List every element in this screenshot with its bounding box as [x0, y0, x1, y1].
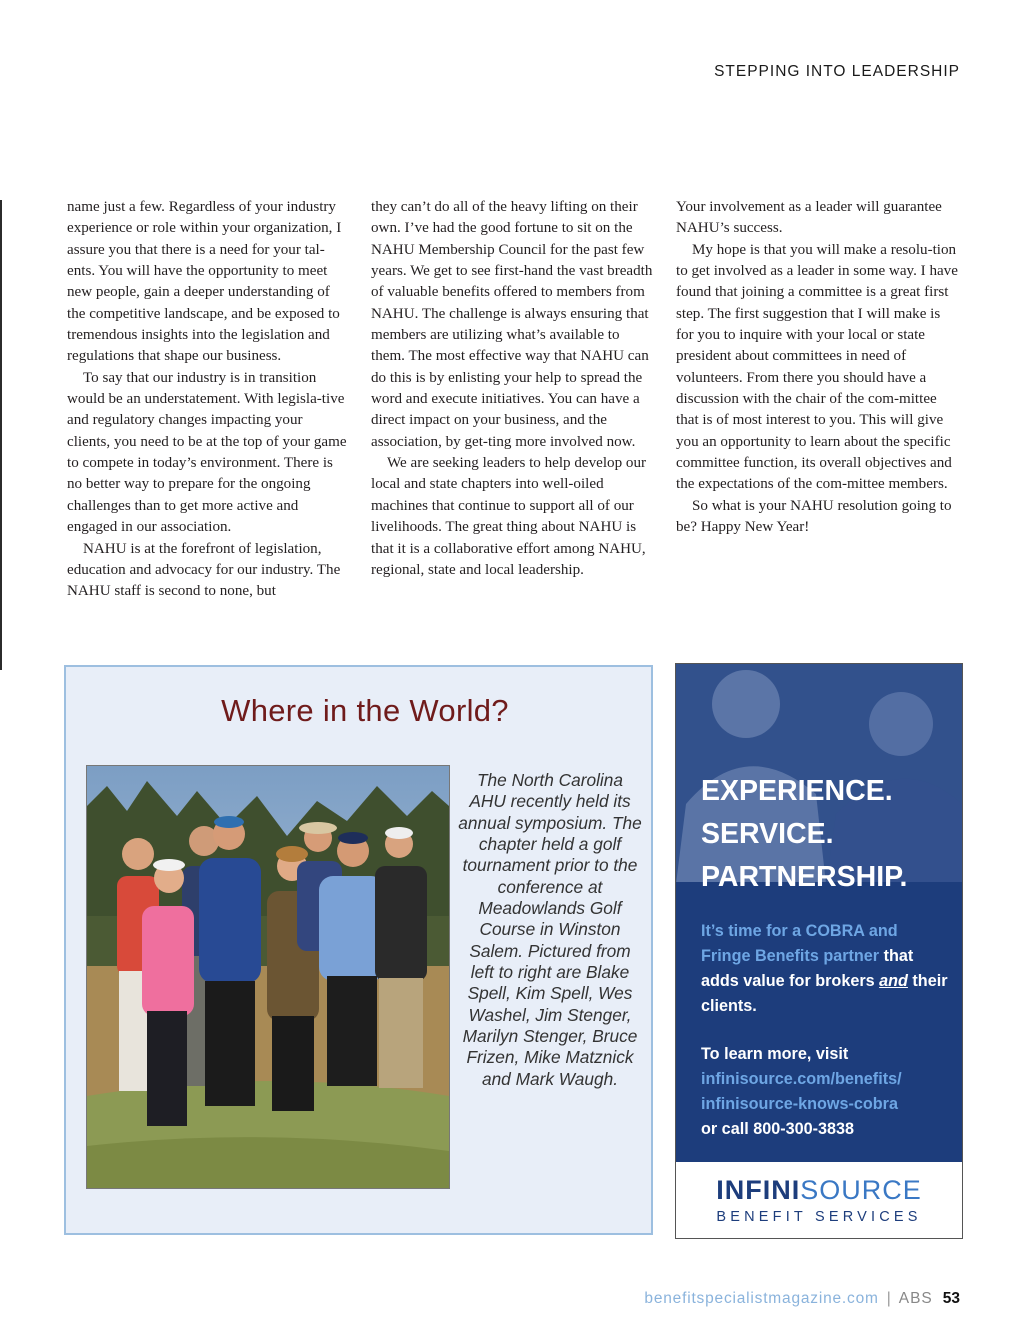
paragraph: they can’t do all of the heavy lifting on their own. I’ve had the good fortune to sit on the NAHU Membership Council for the past few years. We get to see first-hand the vast breadth of valuable benefits offered to members from NAHU. The challenge is always ensuring that members are utilizing what’s available to them. The most effective way that NAHU can do this is by enlisting your help to spread the word and execute initiatives. You can have a direct impact on your business, and the association, by get-ting more involved now.	[371, 199, 653, 450]
ad-body-text-part: that adds value for brokers	[701, 947, 914, 990]
logo-subtitle: BENEFIT SERVICES	[716, 1209, 922, 1225]
logo-wordmark-source: SOURCE	[800, 1175, 922, 1205]
where-in-the-world-box	[64, 665, 653, 1235]
ad-headline-line: EXPERIENCE.	[701, 775, 893, 807]
infinisource-advertisement[interactable]	[675, 663, 963, 1239]
page-number: 53	[942, 1290, 960, 1307]
ad-contact-intro: To learn more, visit	[701, 1045, 849, 1063]
ad-body-text	[701, 919, 951, 1019]
ad-headline	[701, 770, 907, 899]
paragraph: We are seeking leaders to help develop our local and state chapters into well-oiled machines that continue to support all of our livelihoods. The great thing about NAHU is that it is a collaborative effort among NAHU, regional, state and local leadership.	[371, 455, 647, 578]
logo-wordmark-infini: INFINI	[716, 1175, 801, 1205]
ad-call-label: or call	[701, 1120, 749, 1138]
ad-body-highlight: It’s time for a COBRA and Fringe Benefits partner	[701, 922, 898, 965]
page-edge-rule	[0, 200, 2, 670]
golf-group-photo	[86, 765, 450, 1189]
ad-url-link[interactable]: infinisource.com/benefits/	[701, 1070, 902, 1088]
paragraph: So what is your NAHU resolution going to be? Happy New Year!	[676, 497, 952, 536]
photo-caption: The North Carolina AHU recently held its annual symposium. The chapter held a golf tournament prior to the conference at Meadowlands Golf Course in Winston Salem. Pictured from left to right are Blake Spell, Kim Spell, Wes Washel, Jim Stenger, Marilyn Stenger, Bruce Frizen, Mike Matznick and Mark Waugh.	[458, 770, 642, 1089]
section-title: STEPPING INTO LEADERSHIP	[714, 63, 960, 80]
ad-headline-line: SERVICE.	[701, 818, 834, 850]
paragraph: Your involvement as a leader will guarantee NAHU’s success.	[676, 199, 942, 237]
paragraph: To say that our industry is in transition would be an understatement. With legisla-tive and regulatory changes impacting your clients, you need to be at the top of your game to compete in today’s environment. There is no better way to prepare for the ongoing challenges than to get more active and engaged in our association.	[67, 369, 347, 536]
ad-phone-number[interactable]: 800-300-3838	[753, 1120, 854, 1138]
ad-url-link-continued[interactable]: infinisource-knows-cobra	[701, 1095, 898, 1113]
footer-site-link[interactable]: benefitspecialistmagazine.com	[644, 1290, 879, 1307]
paragraph: NAHU is at the forefront of legislation, education and advocacy for our industry. The NAHU staff is second to none, but	[67, 540, 341, 600]
infinisource-logo	[676, 1174, 962, 1225]
ad-body-emphasis: and	[879, 972, 908, 990]
golf-group-photo-illustration	[87, 766, 449, 1188]
footer-magazine: ABS	[898, 1290, 933, 1307]
article-column-2	[371, 197, 653, 581]
ad-headline-line: PARTNERSHIP.	[701, 861, 908, 893]
footer-separator: |	[886, 1290, 891, 1307]
page-footer	[644, 1290, 960, 1308]
article-column-1	[67, 197, 349, 603]
ad-body-text-end: their clients.	[701, 972, 948, 1015]
paragraph: name just a few. Regardless of your industry experience or role within your organization, I assure you that there is a need for your tal-ents. You will have the opportunity to meet new people, gain a deeper understanding of the competitive landscape, and be exposed to tremendous insights into the legislation and regulations that shape our business.	[67, 199, 342, 365]
where-in-the-world-title: Where in the World?	[221, 693, 509, 728]
ad-contact	[701, 1042, 956, 1142]
article-column-3	[676, 197, 958, 539]
paragraph: My hope is that you will make a resolu-tion to get involved as a leader in some way. I have found that joining a committee is a great first step. The first suggestion that I will make is for you to inquire with your local or state president about committees in need of volunteers. From there you should have a discussion with the chair of the com-mittee that is of most interest to you. This will give you an opportunity to learn about the specific committee function, its overall objectives and the expectations of the com-mittee members.	[676, 241, 958, 493]
ad-banner	[676, 664, 962, 1162]
